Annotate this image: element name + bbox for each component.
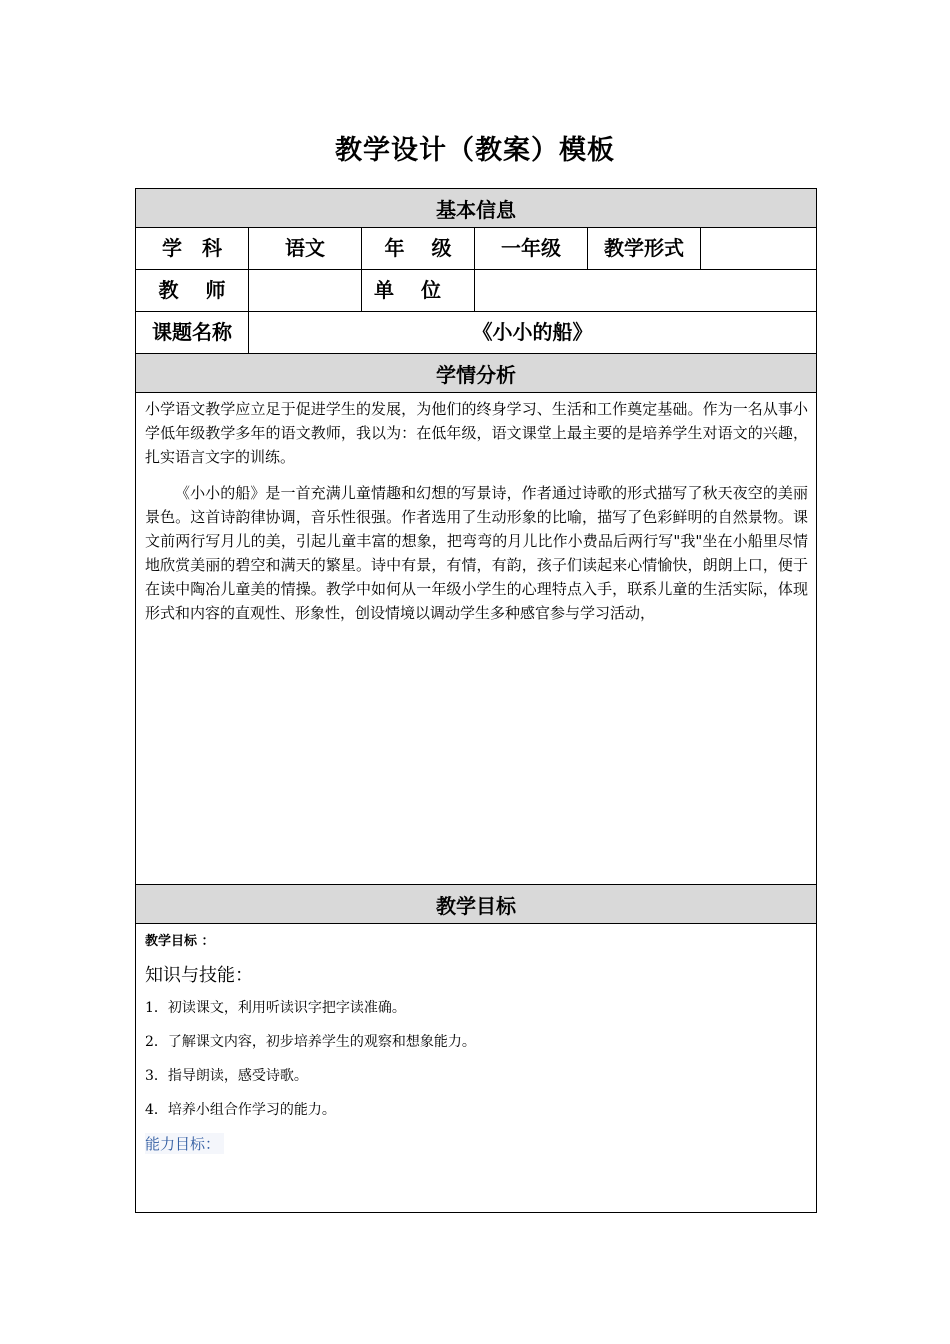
section-header-basic-info: 基本信息	[136, 189, 817, 228]
lesson-plan-table	[135, 188, 817, 1213]
subject-value[interactable]: 语文	[249, 228, 362, 270]
section-header-analysis: 学情分析	[136, 354, 817, 393]
subject-label: 学 科	[136, 228, 249, 270]
goal-item: 3．指导朗读，感受诗歌。	[145, 1068, 308, 1084]
teacher-label: 教 师	[136, 270, 249, 312]
goals-body[interactable]	[136, 924, 817, 1213]
section-header-goals: 教学目标	[136, 885, 817, 924]
grade-value[interactable]: 一年级	[475, 228, 588, 270]
unit-value[interactable]	[475, 270, 817, 312]
lesson-title-label: 课题名称	[136, 312, 249, 354]
ability-heading: 能力目标：	[145, 1133, 224, 1154]
grade-label: 年 级	[362, 228, 475, 270]
goal-item: 2．了解课文内容，初步培养学生的观察和想象能力。	[145, 1034, 476, 1050]
lesson-title-value[interactable]: 《小小的船》	[249, 312, 817, 354]
goal-item: 1．初读课文，利用听读识字把字读准确。	[145, 1000, 406, 1016]
goals-label: 教学目标 ：	[145, 934, 215, 949]
analysis-paragraph: 《小小的船》是一首充满儿童情趣和幻想的写景诗，作者通过诗歌的形式描写了秋天夜空的美丽景色。这首诗韵律协调，音乐性很强。作者选用了生动形象的比喻，描写了色彩鲜明的自然景物。课文前两行写月儿的美，引起儿童丰富的想象，把弯弯的月儿比作小费品后两行写"我"坐在小船里尽情地欣赏美丽的碧空和满天的繁星。诗中有景，有情，有韵，孩子们读起来心情愉快，朗朗上口，便于在读中陶冶儿童美的情操。教学中如何从一年级小学生的心理特点入手，联系儿童的生活实际，体现形式和内容的直观性、形象性，创设情境以调动学生多种感官参与学习活动，	[145, 484, 808, 622]
teaching-form-value[interactable]	[701, 228, 817, 270]
goal-item: 4．培养小组合作学习的能力。	[145, 1102, 336, 1118]
analysis-paragraph: 小学语文教学应立足于促进学生的发展，为他们的终身学习、生活和工作奠定基础。作为一名从事小学低年级教学多年的语文教师，我以为：在低年级，语文课堂上最主要的是培养学生对语文的兴趣，扎实语言文字的训练。	[145, 400, 808, 466]
teacher-value[interactable]	[249, 270, 362, 312]
teaching-form-label: 教学形式	[588, 228, 701, 270]
page-title: 教学设计（教案）模板	[335, 135, 615, 166]
analysis-body[interactable]	[136, 393, 817, 885]
knowledge-heading: 知识与技能：	[145, 965, 253, 986]
unit-label: 单 位	[362, 270, 475, 312]
